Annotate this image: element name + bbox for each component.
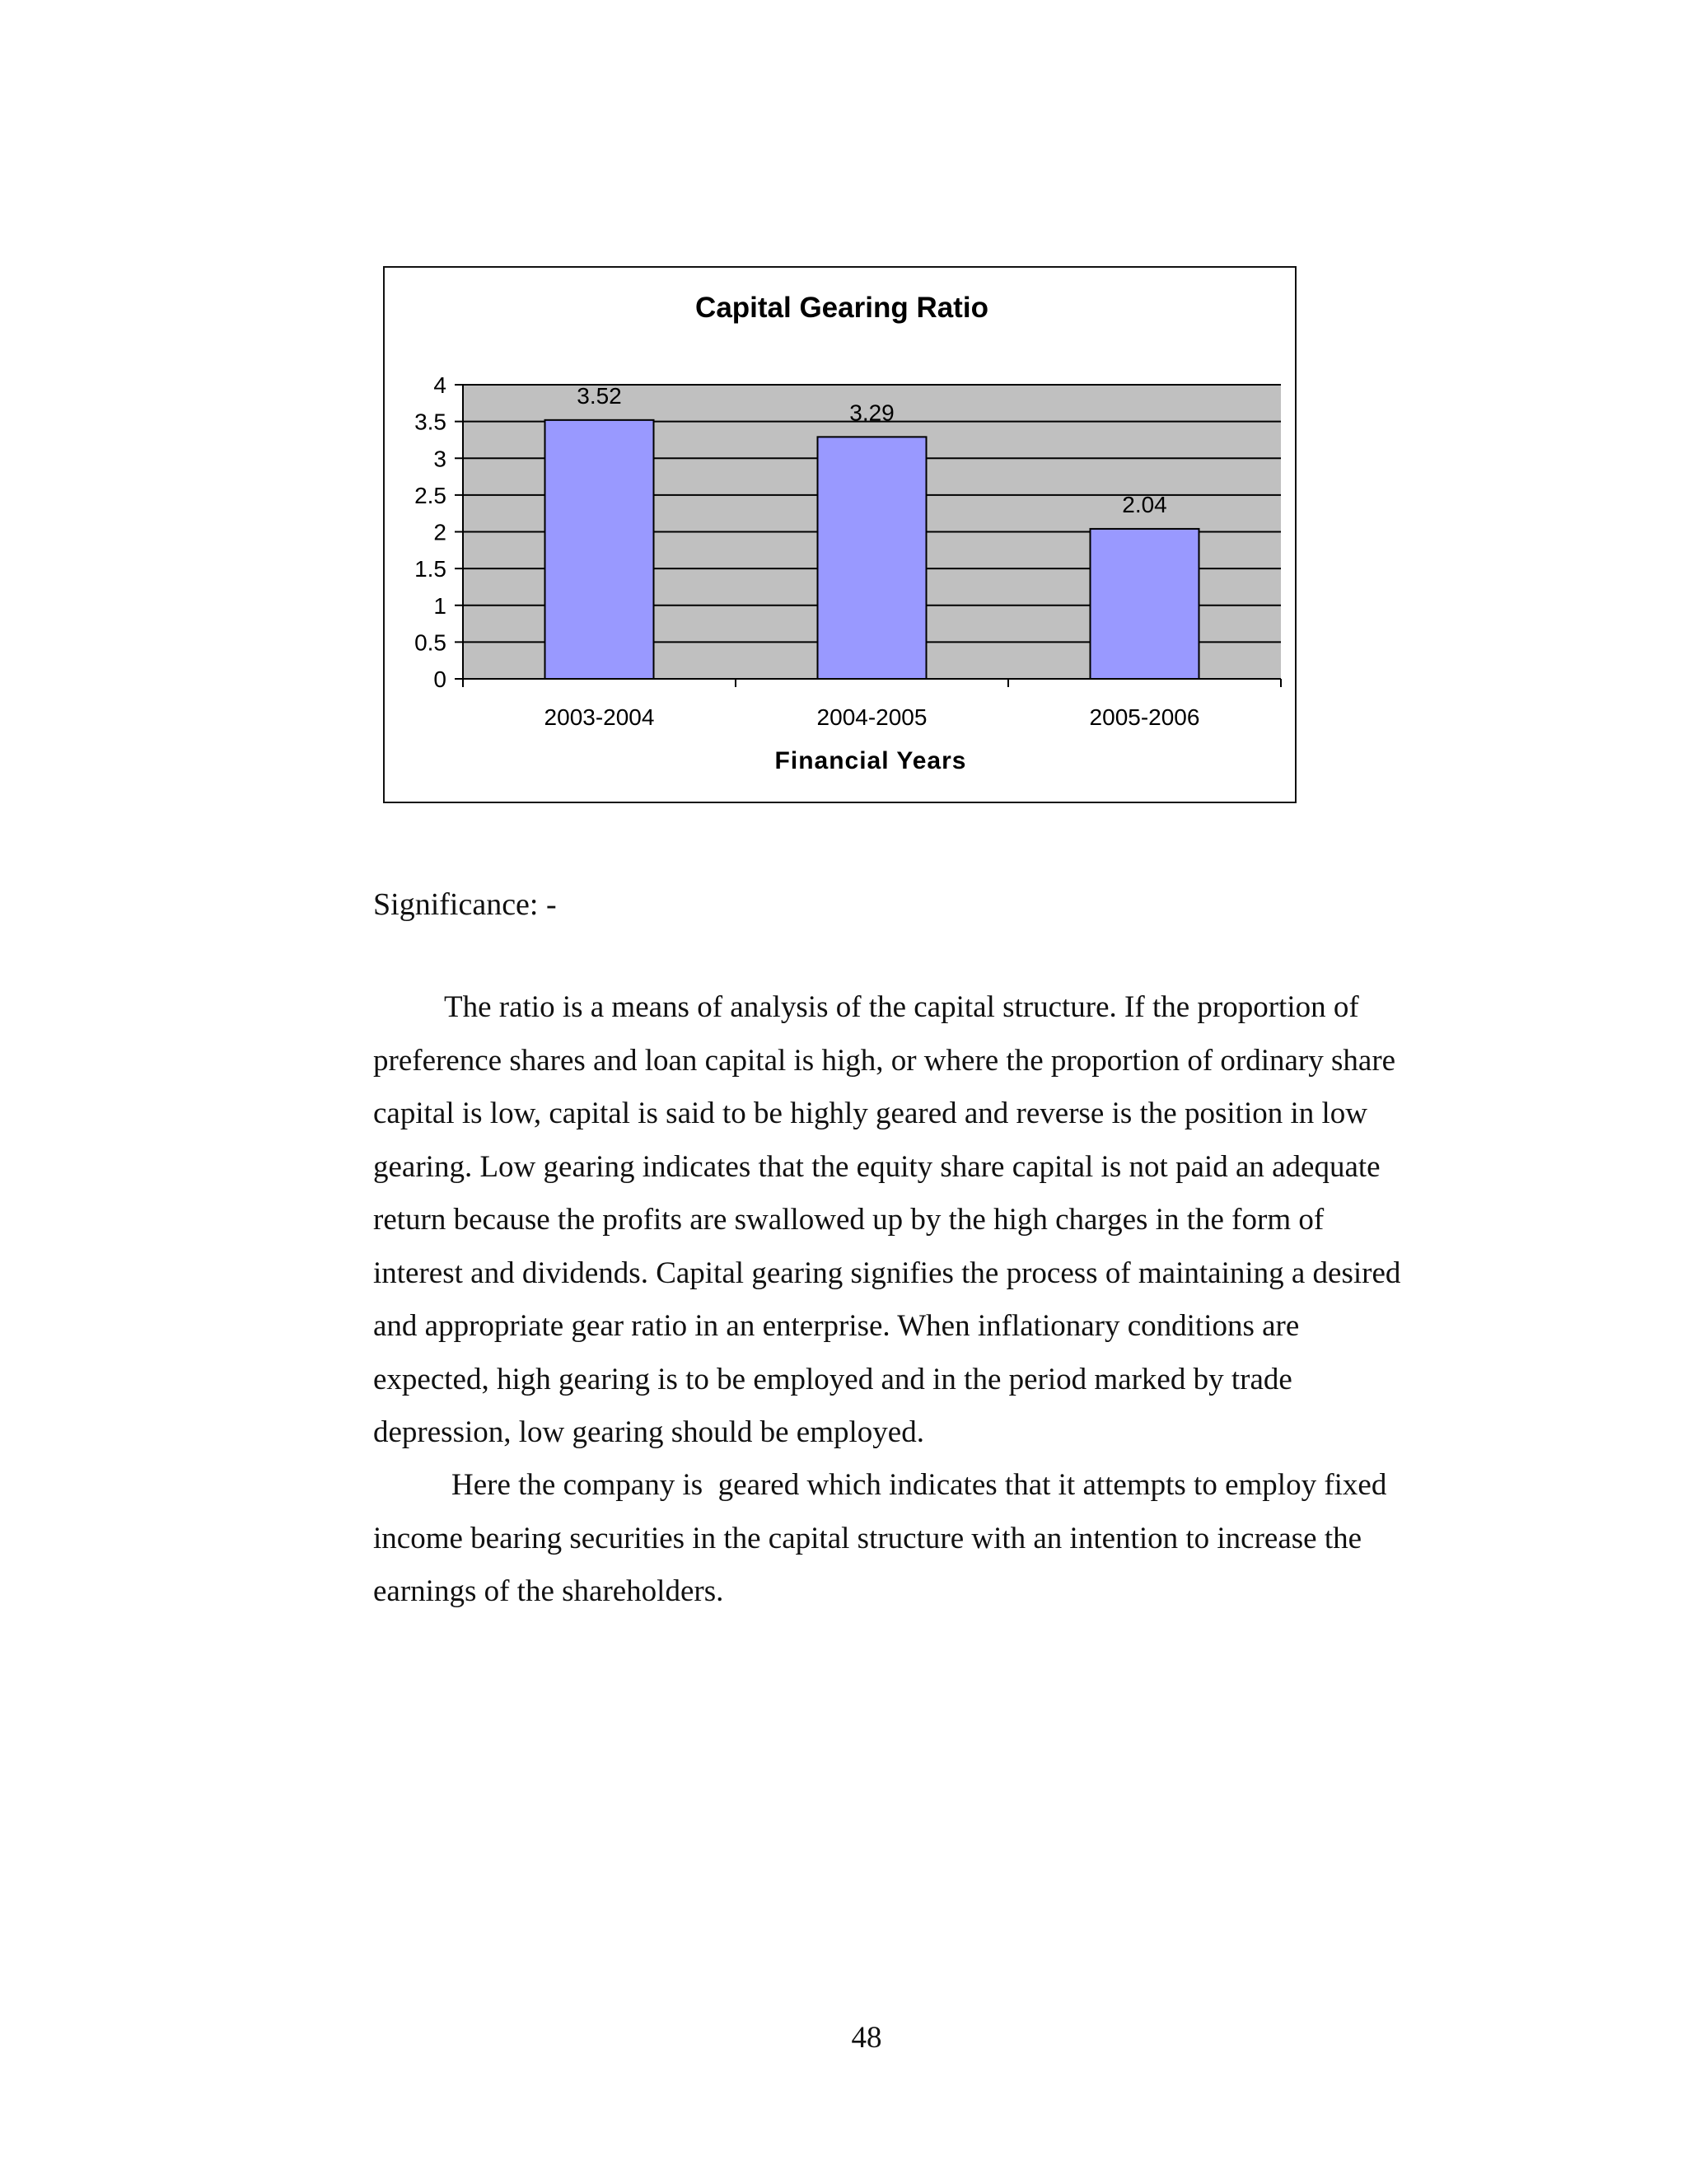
y-tick-label: 2: [433, 519, 446, 545]
bar: [1091, 529, 1199, 679]
x-tick-label: 2003-2004: [544, 704, 655, 730]
paragraph-line: The ratio is a means of analysis of the capital structure. If the proportion of: [444, 990, 1359, 1024]
data-label: 2.04: [1122, 491, 1167, 517]
y-tick-label: 4: [433, 372, 446, 398]
page-number: 48: [851, 2021, 882, 2055]
bar-chart: [385, 268, 1298, 805]
x-tick-label: 2005-2006: [1089, 704, 1200, 730]
bar: [818, 437, 927, 679]
paragraph-line: capital is low, capital is said to be highly geared and reverse is the position in low: [373, 1097, 1367, 1130]
bar: [545, 420, 654, 679]
paragraph-company-gearing: [373, 1459, 1411, 1619]
data-label: 3.52: [577, 382, 622, 409]
paragraph-line: expected, high gearing is to be employed and in the period marked by trade: [373, 1362, 1292, 1396]
x-tick-label: 2004-2005: [816, 704, 928, 730]
y-tick-label: 1: [433, 592, 446, 619]
chart-container: [383, 266, 1297, 803]
paragraph-line: earnings of the shareholders.: [373, 1574, 724, 1608]
x-tick-labels: [544, 704, 1200, 730]
data-label: 3.29: [849, 400, 895, 426]
section-heading: Significance: -: [373, 887, 557, 922]
y-tick-label: 3.5: [414, 409, 446, 435]
y-tick-label: 0.5: [414, 629, 446, 656]
paragraph-line: and appropriate gear ratio in an enterprise. When inflationary conditions are: [373, 1309, 1300, 1343]
y-tick-label: 2.5: [414, 482, 446, 508]
paragraph-line: gearing. Low gearing indicates that the equity share capital is not paid an adequate: [373, 1149, 1381, 1184]
y-tick-labels: [414, 372, 446, 692]
paragraph-significance: [373, 981, 1411, 1460]
x-axis-title: Financial Years: [774, 747, 967, 774]
paragraph-line: income bearing securities in the capital structure with an intention to increase the: [373, 1521, 1362, 1555]
paragraph-line: depression, low gearing should be employed.: [373, 1415, 924, 1449]
paragraph-line: interest and dividends. Capital gearing signifies the process of maintaining a desired: [373, 1256, 1401, 1290]
y-tick-label: 1.5: [414, 556, 446, 582]
chart-title: Capital Gearing Ratio: [695, 292, 988, 324]
paragraph-line: return because the profits are swallowed up by the high charges in the form of: [373, 1203, 1325, 1237]
paragraph-line: Here the company is geared which indicates that it attempts to employ fixed: [451, 1468, 1387, 1502]
paragraph-line: preference shares and loan capital is high, or where the proportion of ordinary share: [373, 1043, 1396, 1078]
y-tick-label: 0: [433, 666, 446, 692]
y-tick-label: 3: [433, 446, 446, 472]
